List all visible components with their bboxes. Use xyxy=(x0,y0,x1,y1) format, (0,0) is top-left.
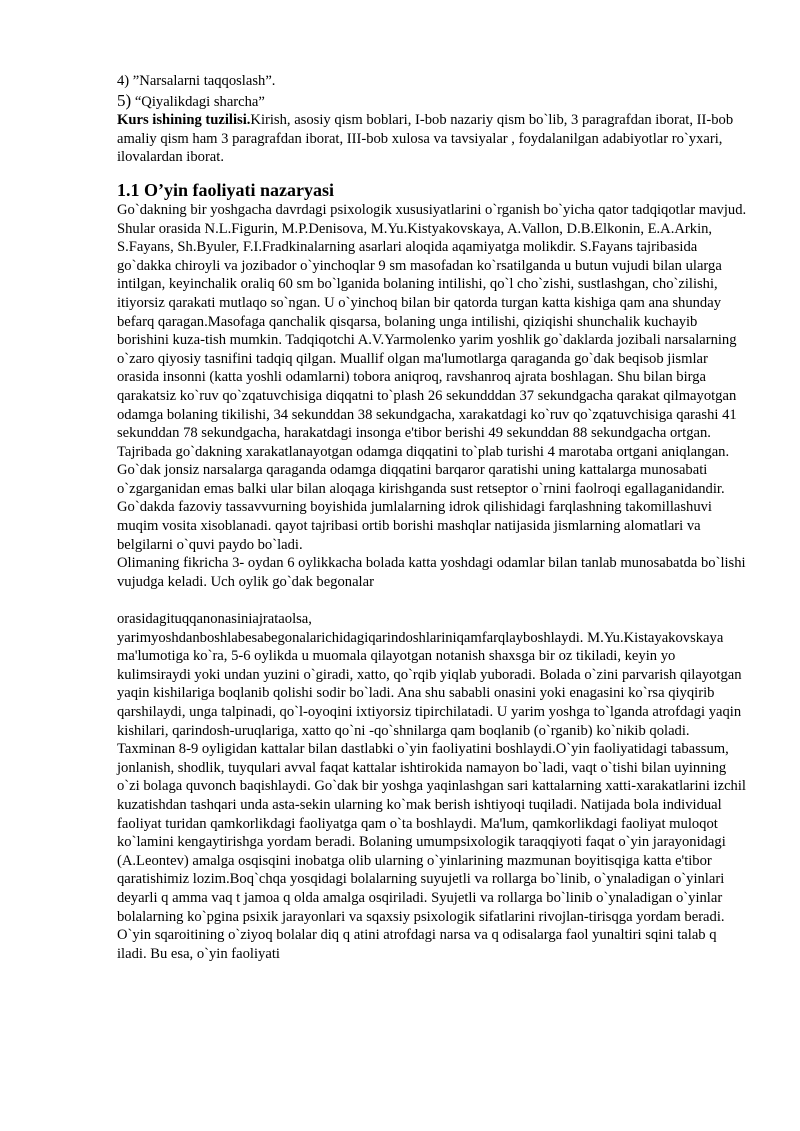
body-paragraph-2: Olimaning fikricha 3- oydan 6 oylikkacha bolada katta yoshdagi odamlar bilan tanlab munosabatda bo`lishi vujudga keladi. Uch oylik go`dak begonalar xyxy=(117,555,746,590)
list-item-5 xyxy=(117,91,747,112)
list-item-4: 4) ”Narsalarni taqqoslash”. xyxy=(117,73,276,89)
structure-label: Kurs ishining tuzilisi. xyxy=(117,112,251,129)
section-heading: 1.1 O’yin faoliyati nazaryasi xyxy=(117,179,334,200)
blank-line xyxy=(117,591,747,610)
list-item-5-text: “Qiyalikdagi sharcha” xyxy=(131,93,265,110)
body-paragraph-3: orasidagituqqanonasiniajrataolsa, yarimyoshdanboshlabesabegonalarichidagiqarindoshlariniqamfarqlayboshlaydi. M.Yu.Kistayakovskaya ma'lumotiga ko`ra, 5-6 oylikda u muomala qilayotgan notanish shaxsga bir oz tikiladi, keyin yo kulimsiraydi yoki undan yuzini o`giradi, xatto, qo`rqib yiqlab yuboradi. Bolada o`zini parvarish qilayotgan yaqin kishilariga boqlanib qolishi sodir bo`ladi. Ana shu sababli onasini yoki enagasini ko`rsa qiyqirib qarshilaydi, unga talpinadi, qo`l-oyoqini ixtiyorsiz tipirchilatadi. U yarim yoshga to`lganda atrofdagi yaqin kishilari, qarindosh-uruqlariga, xatto qo`ni -qo`shnilarga qam boqlanib (o`rganib) ko`nikib qoladi. Taxminan 8-9 oyligidan kattalar bilan dastlabki o`yin faoliyatini boshlaydi.O`yin faoliyatidagi tabassum, jonlanish, shodlik, tuyqulari avval faqat kattalar ishtirokida namayon bo`ladi, vaqt o`tishi bilan uyinning o`zi bolaga quvonch baqishlaydi. Go`dak bir yoshga yaqinlashgan sari kattalarning xatti-xarakatlarini izchil kuzatishdan tashqari unda asta-sekin ularning ko`mak berish ishtiyoqi tuqiladi. Natijada bola individual faoliyat turidan qamkorlikdagi faoliyatga qam o`ta boshlaydi. Ma'lum, qamkorlikdagi faoliyat muloqot ko`lamini kengaytirishga yordam beradi. Bolaning umumpsixologik taraqqiyoti faqat o`yin jarayonidagi (A.Leontev) amalga osqisqini inobatga olib ularning o`yinlarining mazmunan boyitisqiga katta e'tibor qaratishimiz lozim.Boq`chqa yosqidagi bolalarning suyujetli va rollarga bo`linib, o`ynaladigan o`yinlari deyarli q amma vaq t jamoa q olda amalga osqiriladi. Syujetli va rollarga bo`linib o`ynaladigan o`yinlar bolalarning ko`pgina psixik jarayonlari va sqaxsiy psixologik sifatlarini rivojlan-tirisqga yordam beradi. O`yin sqaroitining o`ziyoq bolalar diq q atini atrofdagi narsa va q odisalarga faol yunaltiri sqini talab q iladi. Bu esa, o`yin faoliyati xyxy=(117,611,746,962)
structure-paragraph xyxy=(117,111,747,167)
list-item-5-number: 5) xyxy=(117,90,132,110)
document-page xyxy=(117,72,747,963)
structure-text: Kirish, asosiy qism boblari, I-bob nazariy qism bo`lib, 3 paragrafdan iborat, II-bob amaliy qism ham 3 paragrafdan iborat, III-bob xulosa va tavsiyalar , foydalanilgan adabiyotlar ro`yxari, ilovalardan iborat. xyxy=(117,112,734,166)
body-paragraph-1: Go`dakning bir yoshgacha davrdagi psixologik xususiyatlarini o`rganish bo`yicha qator tadqiqotlar mavjud. Shular orasida N.L.Figurin, M.P.Denisova, M.Yu.Kistyakovskaya, A.Vallon, D.B.Elkonin, E.A.Arkin, S.Fayans, Sh.Byuler, F.I.Fradkinalarning asarlari aloqida aqamiyatga molikdir. S.Fayans tajribasida go`dakka chiroyli va jozibador o`yinchoqlar 9 sm masofadan ko`rsatilganda u butun vujudi bilan ularga intilgan, keyinchalik oraliq 60 sm bo`lganida bolaning intilishi, qo`l cho`zishi, sustlashgan, cho`zilishi, itiyorsiz qarakati mutlaqo so`ngan. U o`yinchoq bilan bir qatorda turgan katta kishiga qam ana shunday befarq qaragan.Masofaga qanchalik qisqarsa, bolaning unga intilishi, qiziqishi shunchalik kuchayib borishini kuza-tish mumkin. Tadqiqotchi A.V.Yarmolenko yarim yoshlik go`daklarda jozibali narsalarning o`zaro qiyosiy tasnifini tadqiq qilgan. Muallif olgan ma'lumotlarga qaraganda go`dak beqisob jismlar orasida insonni (katta yoshli odamlarni) tobora aniqroq, ravshanroq ajrata boshlagan. Shu bilan birga qarakatsiz ko`ruv qo`zqatuvchisiga diqqatni to`plash 26 sekundddan 37 sekundgacha qarakat qilmayotgan odamga bolaning tikilishi, 34 sekunddan 38 sekundgacha, xarakatdagi ko`ruv qo`zqatuvchisiga qarashi 41 sekunddan 78 sekundgacha, harakatdagi insonga e'tibor berishi 49 sekunddan 88 sekundgacha ortgan. Tajribada go`dakning xarakatlanayotgan odamga diqqatini to`plab turishi 4 marotaba ortgani aniqlangan. Go`dak jonsiz narsalarga qaraganda odamga diqqatini barqaror qaratishi uning kattalarga munosabati o`zgarganidan emas balki ular bilan aloqaga kirishganda sust retseptor o`rnini faolroqi egallaganidandir. Go`dakda fazoviy tassavvurning boyishida jumlalarning idrok qilishidagi farqlashning takomillashuvi muqim vosita xisoblanadi. qayot tajribasi ortib borishi mashqlar natijasida jismlarning alomatlari va belgilarni o`quvi paydo bo`ladi. xyxy=(117,201,747,553)
